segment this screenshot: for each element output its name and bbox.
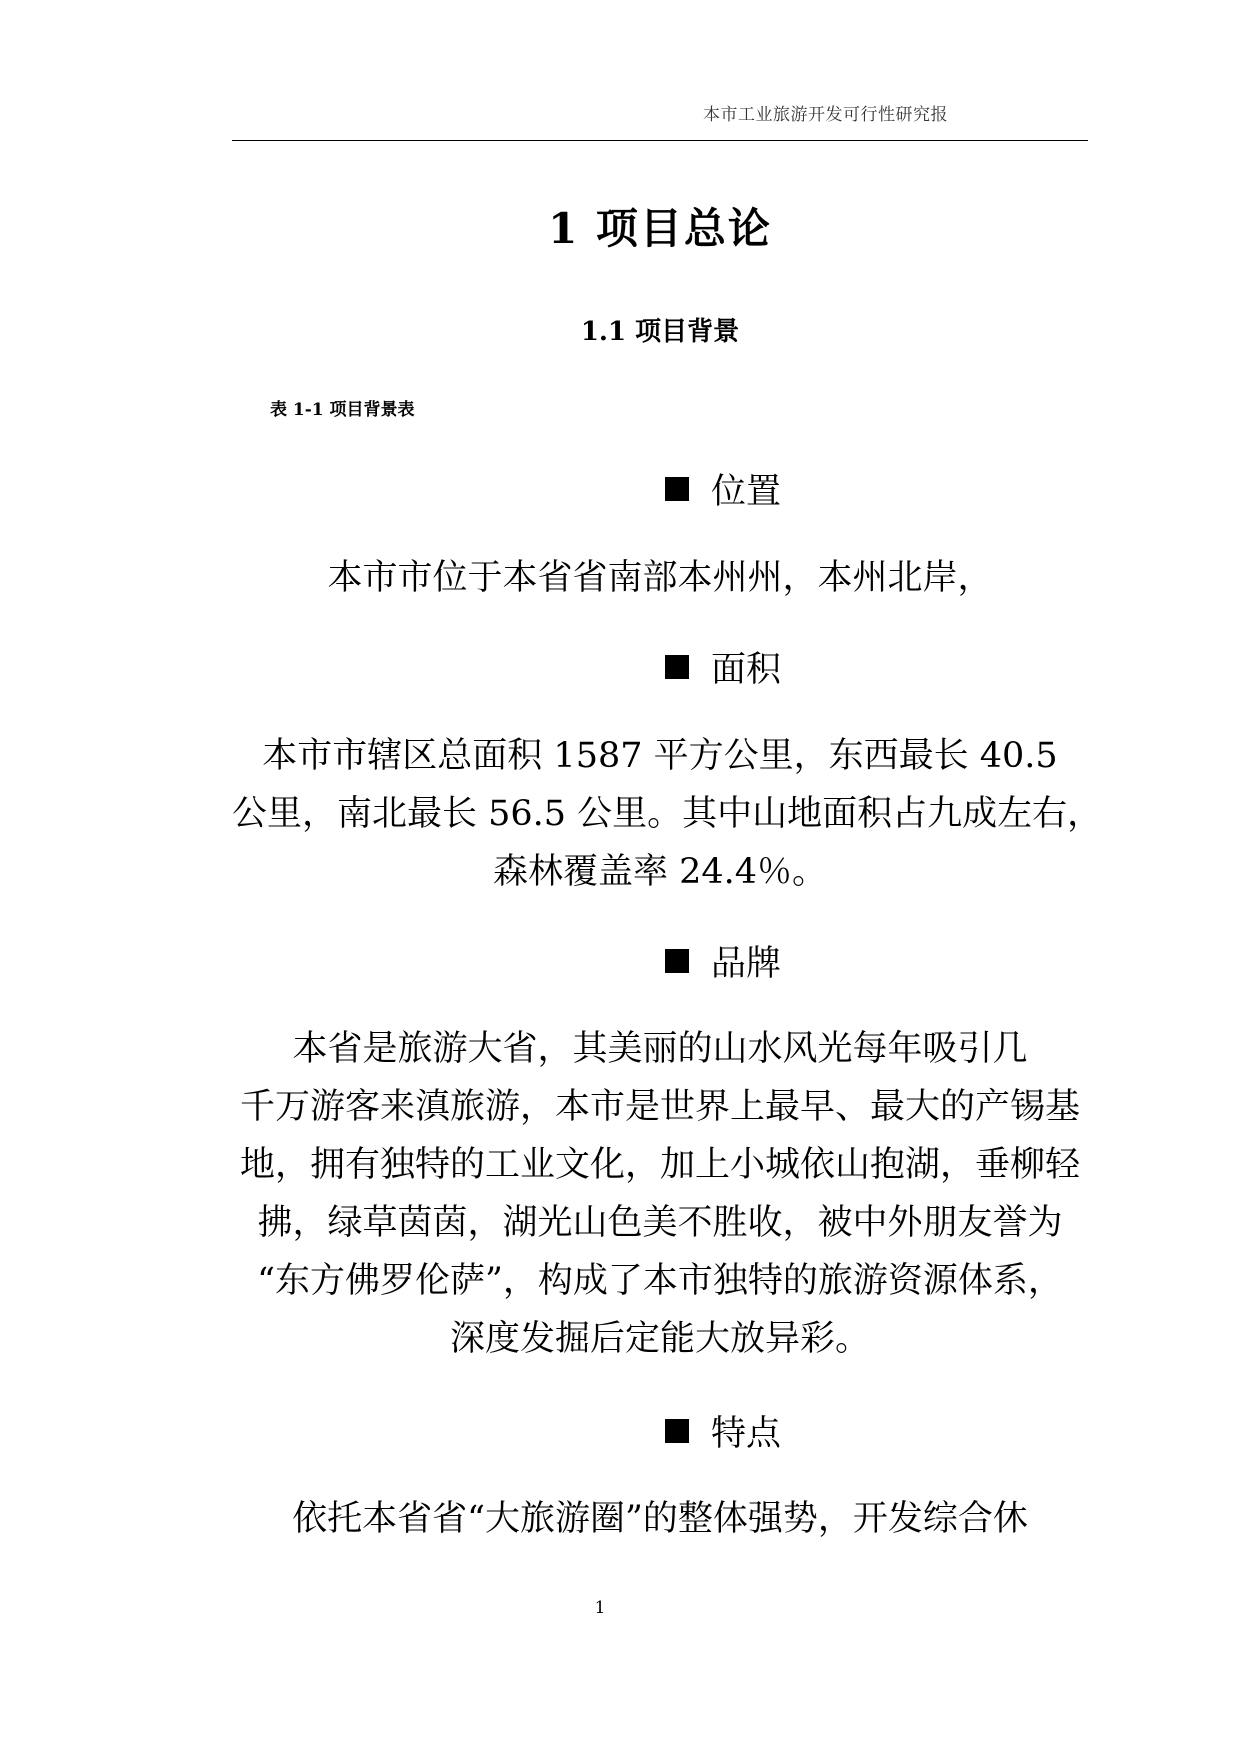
paragraph-line: 本市市位于本省省南部本州州，本州北岸， [327, 558, 993, 598]
subheading-label: 位置 [710, 472, 781, 512]
paragraph-area [232, 727, 1103, 901]
square-bullet-icon [665, 477, 689, 501]
subheading-label: 品牌 [710, 944, 781, 984]
paragraph-features [232, 1490, 1088, 1548]
paragraph-brand [232, 1020, 1088, 1368]
paragraph-line: 深度发掘后定能大放异彩。 [449, 1319, 870, 1359]
running-header [232, 96, 1088, 141]
table-caption: 表 1-1 项目背景表 [270, 400, 415, 420]
chapter-title: 1 项目总论 [548, 204, 772, 253]
paragraph-line: 依托本省省“大旅游圈”的整体强势，开发综合休 [292, 1499, 1028, 1539]
subheading-area [232, 642, 1088, 692]
subheading-location [232, 464, 1088, 514]
page-number: 1 [594, 1598, 606, 1618]
running-header-title: 本市工业旅游开发可行性研究报 [703, 105, 948, 125]
paragraph-line: 千万游客来滇旅游，本市是世界上最早、最大的产锡基 [239, 1087, 1080, 1127]
square-bullet-icon [665, 1419, 689, 1443]
section-title: 1.1 项目背景 [580, 317, 740, 347]
paragraph-line: 本市市辖区总面积 1587 平方公里，东西最长 40.5 [262, 736, 1058, 776]
square-bullet-icon [665, 655, 689, 679]
paragraph-line: 地，拥有独特的工业文化，加上小城依山抱湖，垂柳轻 [239, 1145, 1080, 1185]
subheading-label: 特点 [710, 1414, 781, 1454]
paragraph-line: 森林覆盖率 24.4％。 [492, 852, 828, 892]
paragraph-line: 本省是旅游大省，其美丽的山水风光每年吸引几 [292, 1029, 1028, 1069]
paragraph-line: “东方佛罗伦萨”，构成了本市独特的旅游资源体系， [257, 1261, 1063, 1301]
subheading-label: 面积 [710, 650, 781, 690]
paragraph-location [232, 549, 1088, 607]
paragraph-line: 拂，绿草茵茵，湖光山色美不胜收，被中外朋友誉为 [257, 1203, 1063, 1243]
subheading-brand [232, 936, 1088, 986]
square-bullet-icon [665, 949, 689, 973]
paragraph-line: 公里，南北最长 56.5 公里。其中山地面积占九成左右， [232, 794, 1103, 834]
subheading-features [232, 1406, 1088, 1456]
